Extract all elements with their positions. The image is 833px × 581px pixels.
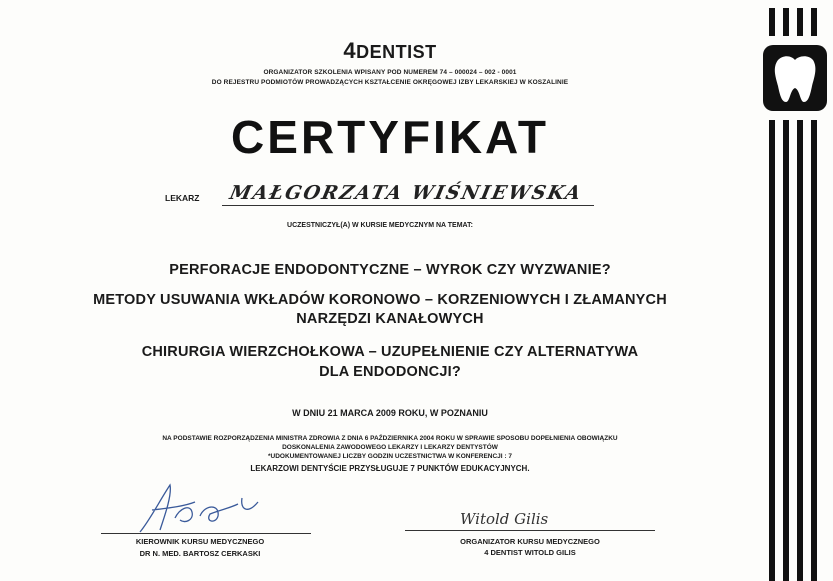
recipient-label: LEKARZ (165, 193, 200, 203)
topic-2: METODY USUWANIA WKŁADÓW KORONOWO – KORZENIOWYCH I ZŁAMANYCH (93, 292, 667, 308)
registry-line-1: ORGANIZATOR SZKOLENIA WPISANY POD NUMEREM 74 – 000024 – 002 - 0001 (263, 69, 517, 76)
legal-basis-line-3: *UDOKUMENTOWANEJ LICZBY GODZIN UCZESTNICTWA W KONFERENCJI : 7 (268, 453, 512, 460)
date-line: W DNIU 21 MARCA 2009 ROKU, W POZNANIU (292, 408, 488, 418)
topic-3: CHIRURGIA WIERZCHOŁKOWA – UZUPEŁNIENIE CZY ALTERNATYWA (141, 344, 639, 360)
topic-2-continued: NARZĘDZI KANAŁOWYCH (296, 311, 484, 327)
education-points-line: LEKARZOWI DENTYŚCIE PRZYSŁUGUJE 7 PUNKTÓW EDUKACYJNYCH. (250, 464, 530, 473)
brand-name: DENTIST (356, 42, 437, 62)
certificate-title: CERTYFIKAT (231, 111, 549, 163)
left-signatory-name: DR N. MED. BARTOSZ CERKASKI (139, 549, 261, 558)
right-signatory-name: 4 DENTIST WITOLD GILIS (484, 548, 576, 557)
left-signature-line (101, 533, 311, 534)
decorative-stripes (758, 0, 833, 581)
right-signature (458, 506, 598, 530)
right-signatory-role: ORGANIZATOR KURSU MEDYCZNEGO (460, 537, 600, 546)
recipient-name: MAŁGORZATA WIŚNIEWSKA (227, 182, 585, 204)
left-signature (130, 480, 280, 540)
right-signature-line (405, 530, 655, 531)
legal-basis-line-1: NA PODSTAWIE ROZPORZĄDZENIA MINISTRA ZDROWIA Z DNIA 6 PAŹDZIERNIKA 2004 ROKU W SPRAWIE SPOSOBU DOPEŁNIENIA OBOWIĄZKU (162, 435, 618, 442)
topic-3-continued: DLA ENDODONCJI? (319, 364, 461, 380)
brand-title (40, 38, 740, 64)
right-signature-text: Witold Gilis (460, 510, 549, 528)
tooth-logo-icon (763, 45, 827, 111)
left-signatory-role: KIEROWNIK KURSU MEDYCZNEGO (135, 537, 265, 546)
recipient-underline (222, 205, 594, 206)
legal-basis-line-2: DOSKONALENIA ZAWODOWEGO LEKARZY I LEKARZY DENTYSTÓW (282, 444, 498, 451)
topic-1: PERFORACJE ENDODONTYCZNE – WYROK CZY WYZWANIE? (169, 262, 611, 278)
participation-text: UCZESTNICZYŁ(A) W KURSIE MEDYCZNYM NA TEMAT: (287, 222, 473, 229)
registry-line-2: DO REJESTRU PODMIOTÓW PROWADZĄCYCH KSZTAŁCENIE OKRĘGOWEJ IZBY LEKARSKIEJ W KOSZALINIE (211, 79, 569, 86)
brand-prefix: 4 (343, 38, 357, 63)
